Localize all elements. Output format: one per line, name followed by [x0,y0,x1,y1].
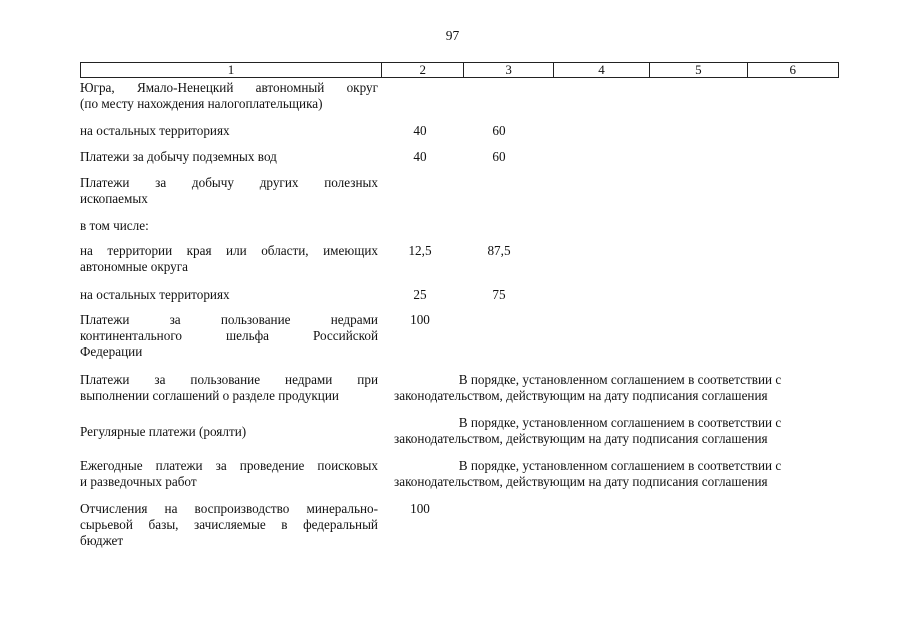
header-col-3: 3 [463,63,552,77]
cell-col-3: 60 [492,149,506,164]
row-label-line: Федерации [80,344,143,359]
cell-col-3: 75 [492,287,506,302]
cell-col-2: 40 [413,123,427,138]
row-label-line: Отчисления на воспроизводство минерально- [80,501,378,516]
row-label-line: континентального шельфа Российской [80,328,378,343]
header-col-5: 5 [649,63,746,77]
row-label-line: выполнении соглашений о разделе продукции [80,388,339,403]
row-label-line: ископаемых [80,191,148,206]
agreement-note-line: законодательством, действующим на дату подписания соглашения [394,474,768,489]
row-label: в том числе: [80,218,149,233]
row-label-line: Ежегодные платежи за проведение поисковых [80,458,378,473]
row-label: на остальных территориях [80,123,230,138]
cell-col-2: 25 [413,287,427,302]
agreement-note [394,458,842,490]
agreement-note [394,372,842,404]
row-label [80,175,378,207]
row-label-line: (по месту нахождения налогоплательщика) [80,96,323,111]
cell-col-3: 60 [492,123,506,138]
agreement-note-line: законодательством, действующим на дату подписания соглашения [394,388,768,403]
row-label-line: и разведочных работ [80,474,197,489]
row-label-line: Платежи за пользование недрами [80,312,378,327]
row-label-line: автономные округа [80,259,189,274]
table-header-row [80,62,839,78]
row-label [80,458,378,490]
agreement-note [394,415,842,447]
cell-col-2: 100 [410,501,430,516]
row-label [80,372,378,404]
header-col-6: 6 [747,63,838,77]
row-label [80,243,378,275]
cell-col-3: 87,5 [487,243,511,258]
cell-col-2: 12,5 [408,243,432,258]
row-label-line: Югра, Ямало-Ненецкий автономный округ [80,80,378,95]
row-label-line: на территории края или области, имеющих [80,243,378,258]
header-col-2: 2 [381,63,463,77]
header-col-1: 1 [227,62,235,77]
row-label: на остальных территориях [80,287,230,302]
row-label [80,501,378,549]
agreement-note-line: В порядке, установленном соглашением в соответствии с [458,458,782,473]
row-label-line: бюджет [80,533,124,548]
row-label-line: сырьевой базы, зачисляемые в федеральный [80,517,378,532]
row-label-line: Платежи за добычу других полезных [80,175,378,190]
row-label: Регулярные платежи (роялти) [80,424,247,439]
row-label-line: Платежи за пользование недрами при [80,372,378,387]
agreement-note-line: законодательством, действующим на дату подписания соглашения [394,431,768,446]
cell-col-2: 100 [410,312,430,327]
row-label: Платежи за добычу подземных вод [80,149,277,164]
header-col-4: 4 [553,63,649,77]
agreement-note-line: В порядке, установленном соглашением в соответствии с [458,372,782,387]
row-label [80,312,378,360]
row-label [80,80,378,112]
agreement-note-line: В порядке, установленном соглашением в соответствии с [458,415,782,430]
page-number: 97 [445,28,460,43]
cell-col-2: 40 [413,149,427,164]
